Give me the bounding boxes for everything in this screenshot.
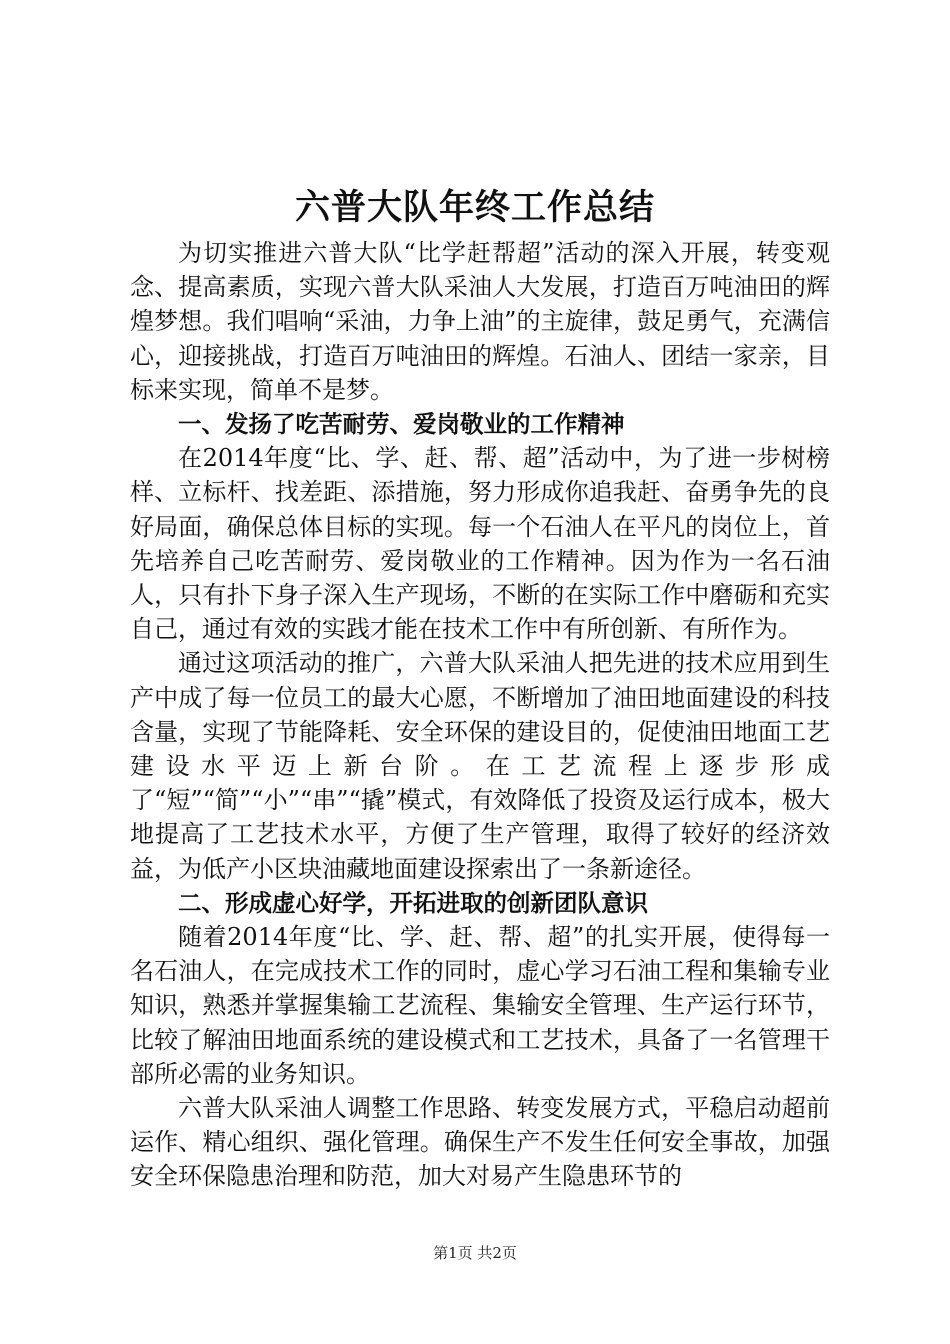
- paragraph-section2-a: 随着2014年度“比、学、赶、帮、超”的扎实开展，使得每一名石油人，在完成技术工作的同时，虚心学习石油工程和集输专业知识，熟悉并掌握集输工艺流程、集输安全管理、生产运行环节，比较了解油田地面系统的建设模式和工艺技术，具备了一名管理干部所必需的业务知识。: [130, 923, 830, 1088]
- paragraph-section1-a: 在2014年度“比、学、赶、帮、超”活动中，为了进一步树榜样、立标杆、找差距、添措施，努力形成你追我赶、奋勇争先的良好局面，确保总体目标的实现。每一个石油人在平凡的岗位上，首先培养自己吃苦耐劳、爱岗敬业的工作精神。因为作为一名石油人，只有扑下身子深入生产现场，不断的在实际工作中磨砺和充实自己，通过有效的实践才能在技术工作中有所创新、有所作为。: [130, 444, 830, 644]
- paragraph-section1-b: 通过这项活动的推广，六普大队采油人把先进的技术应用到生产中成了每一位员工的最大心愿，不断增加了油田地面建设的科技含量，实现了节能降耗、安全环保的建设目的，促使油田地面工艺建设水平迈上新台阶。在工艺流程上逐步形成了“短”“简”“小”“串”“撬”模式，有效降低了投资及运行成本，极大地提高了工艺技术水平，方便了生产管理，取得了较好的经济效益，为低产小区块油藏地面建设探索出了一条新途径。: [130, 649, 830, 883]
- document-body: [130, 236, 830, 1194]
- paragraph-section2-b: 六普大队采油人调整工作思路、转变发展方式，平稳启动超前运作、精心组织、强化管理。确保生产不发生任何安全事故，加强安全环保隐患治理和防范，加大对易产生隐患环节的: [130, 1094, 830, 1191]
- section-heading-1: 一、发扬了吃苦耐劳、爱岗敬业的工作精神: [178, 410, 625, 439]
- paragraph-intro: 为切实推进六普大队“比学赶帮超”活动的深入开展，转变观念、提高素质，实现六普大队采油人大发展，打造百万吨油田的辉煌梦想。我们唱响“采油，力争上油”的主旋律，鼓足勇气，充满信心，迎接挑战，打造百万吨油田的辉煌。石油人、团结一家亲，目标来实现，简单不是梦。: [130, 239, 830, 404]
- page-footer: 第1页 共2页: [433, 1244, 517, 1262]
- document-title: 六普大队年终工作总结: [294, 188, 655, 228]
- section-heading-2: 二、形成虚心好学，开拓进取的创新团队意识: [178, 888, 648, 917]
